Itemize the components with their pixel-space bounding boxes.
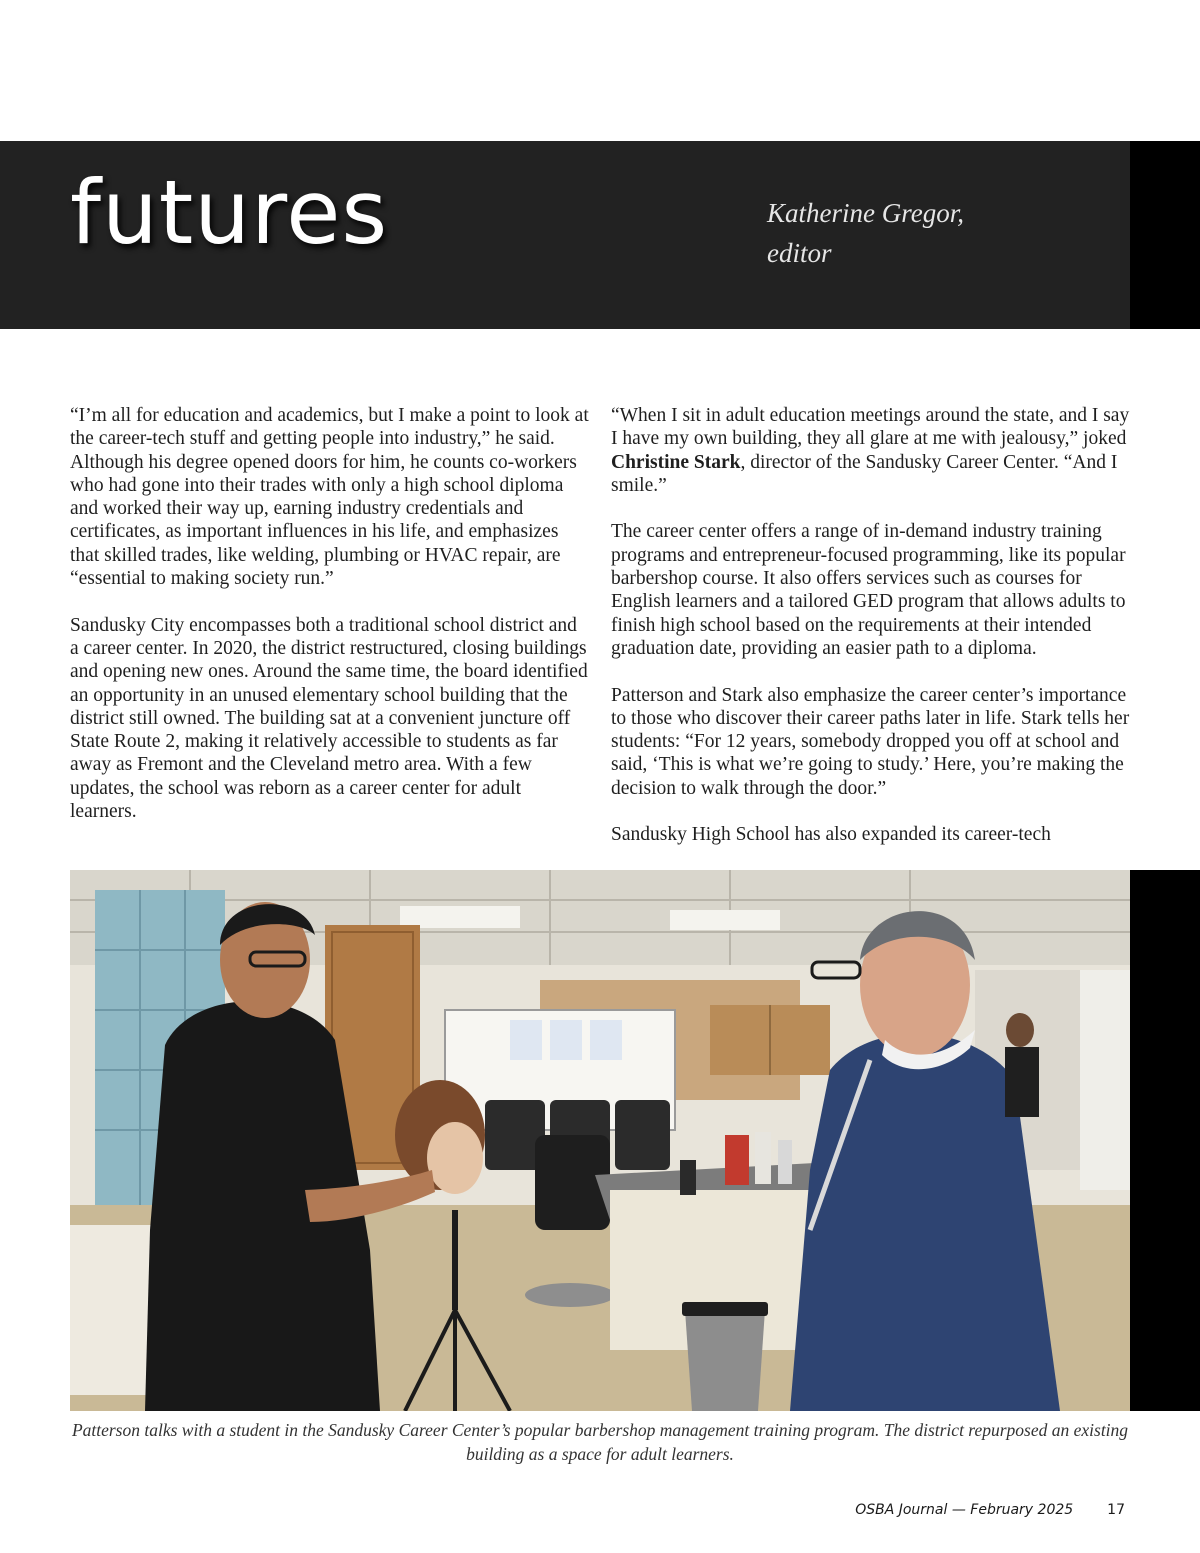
byline-name: Katherine Gregor, (767, 198, 964, 228)
byline-role: editor (767, 238, 832, 268)
left-column (70, 404, 590, 823)
photo-caption: Patterson talks with a student in the Sandusky Career Center’s popular barbershop management training program. The district repurposed an existing building as a space for adult learners. (71, 1420, 1129, 1464)
page-footer (855, 1502, 1125, 1518)
byline (767, 193, 1097, 273)
paragraph: Sandusky City encompasses both a traditional school district and a career center. In 2020, the district restructured, closing buildings and opening new ones. Around the same time, the board identified an opportunity in an unused elementary school building that the district still owned. The building sat at a convenient juncture off State Route 2, making it relatively accessible to students as far away as Fremont and the Cleveland metro area. With a few updates, the school was reborn as a career center for adult learners. (70, 614, 588, 823)
quote-attribution: , director of the Sandusky Career Center. “And I smile.” (611, 451, 1118, 496)
paragraph: “I’m all for education and academics, but I make a point to look at the career-tech stuff and getting people into industry,” he said. Although his degree opened doors for him, he counts co-workers who had gone into their trades with only a high school diploma and worked their way up, earning industry credentials and certificates, as important influences in his life, and emphasizes that skilled trades, like welding, plumbing or HVAC repair, are “essential to making society run.” (70, 405, 589, 590)
quote-text: “When I sit in adult education meetings around the state, and I say I have my own building, they all glare at me with jealousy,” joked (611, 405, 1130, 450)
page-number: 17 (1107, 1502, 1125, 1518)
journal-name: OSBA Journal — February 2025 (855, 1502, 1074, 1518)
paragraph (611, 404, 1131, 497)
paragraph: The career center offers a range of in-demand industry training programs and entrepreneur-focused programming, like its popular barbershop course. It also offers services such as courses for English learners and a tailored GED program that allows adults to finish high school based on the requirements at their intended graduation date, providing an easier path to a diploma. (611, 521, 1126, 659)
barbershop-photo (70, 870, 1130, 1411)
section-title: futures (70, 161, 389, 264)
paragraph: Sandusky High School has also expanded its career-tech (611, 824, 1051, 846)
banner-edge-bar (1130, 141, 1200, 329)
person-name: Christine Stark (611, 451, 741, 473)
photo-edge-bar (1130, 870, 1200, 1411)
right-column (611, 404, 1131, 847)
paragraph: Patterson and Stark also emphasize the career center’s importance to those who discover their career paths later in life. Stark tells her students: “For 12 years, somebody dropped you off at school and said, ‘This is what we’re going to study.’ Here, you’re making the decision to walk through the door.” (611, 684, 1130, 799)
